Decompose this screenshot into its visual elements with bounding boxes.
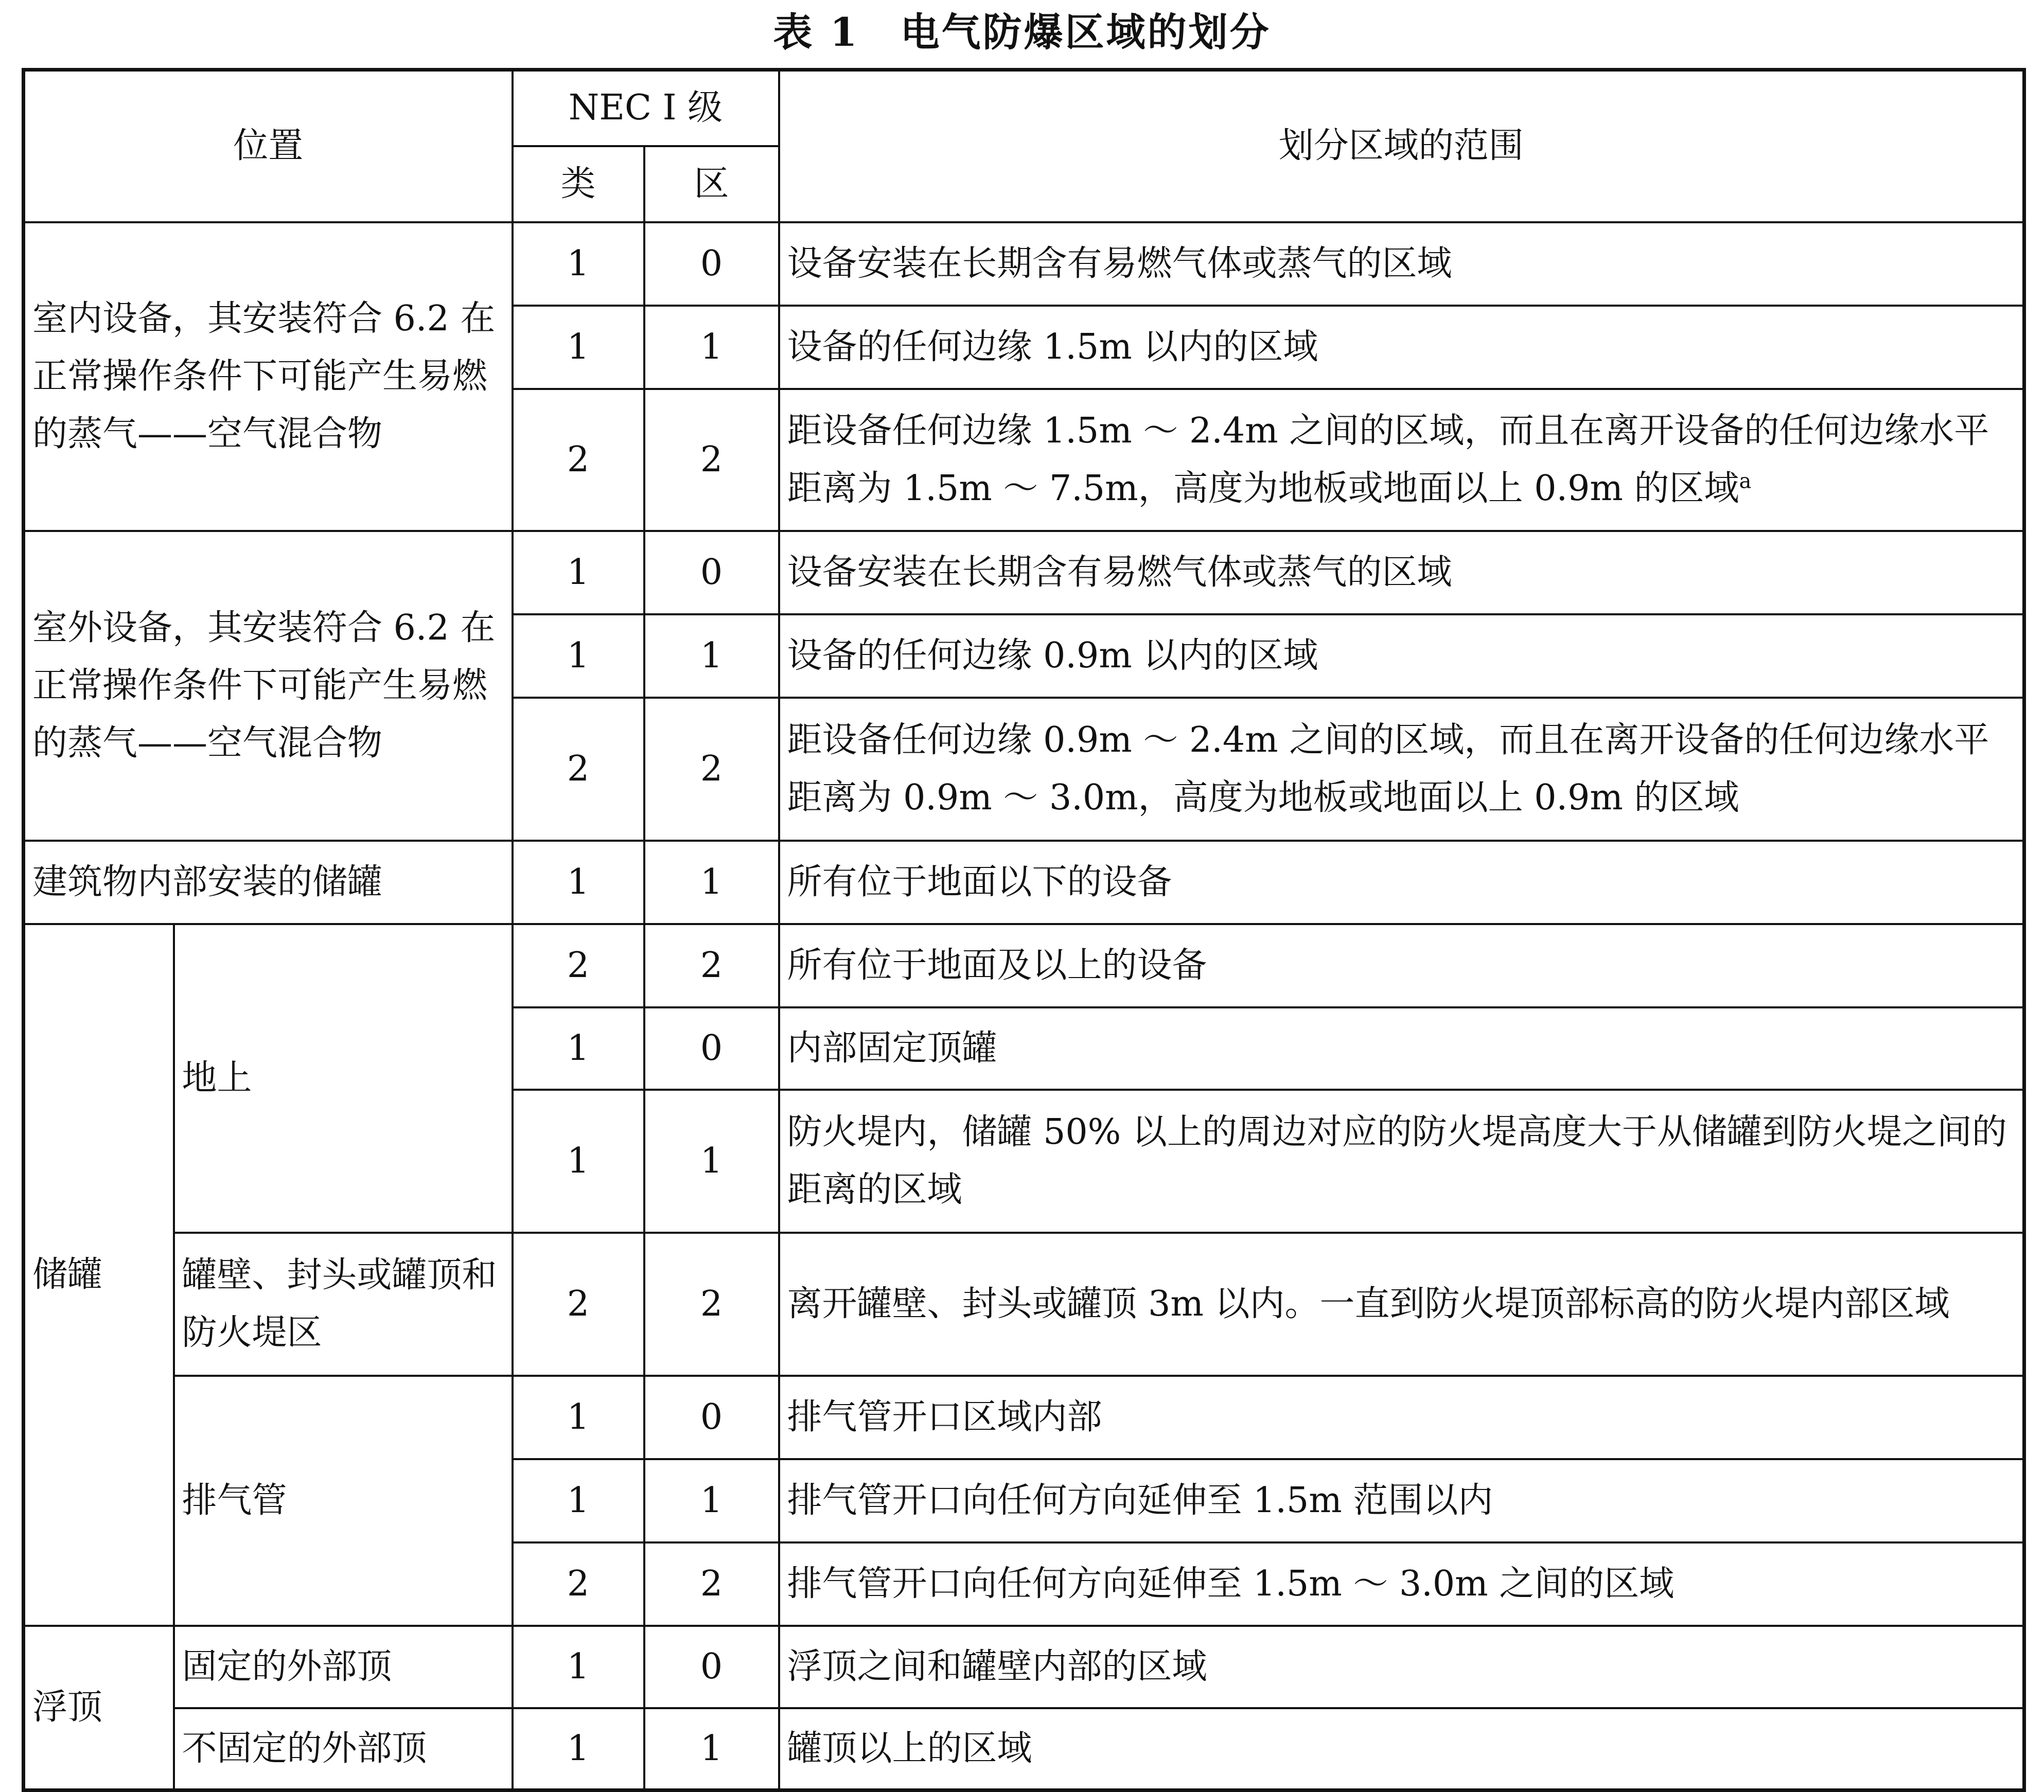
range-cell: 距设备任何边缘 0.9m ～ 2.4m 之间的区域，而且在离开设备的任何边缘水平距离为 0.9m ～ 3.0m，高度为地板或地面以上 0.9m 的区域 bbox=[779, 698, 2024, 841]
range-cell: 排气管开口向任何方向延伸至 1.5m 范围以内 bbox=[779, 1459, 2024, 1542]
sublocation-cell: 固定的外部顶 bbox=[174, 1626, 513, 1708]
class-cell: 1 bbox=[513, 614, 644, 698]
range-cell: 排气管开口向任何方向延伸至 1.5m ～ 3.0m 之间的区域 bbox=[779, 1542, 2024, 1626]
zone-cell: 0 bbox=[644, 1626, 779, 1708]
sublocation-cell: 排气管 bbox=[174, 1376, 513, 1626]
class-cell: 2 bbox=[513, 1542, 644, 1626]
range-cell: 内部固定顶罐 bbox=[779, 1007, 2024, 1090]
zone-cell: 1 bbox=[644, 306, 779, 389]
class-cell: 1 bbox=[513, 1626, 644, 1708]
zone-cell: 2 bbox=[644, 698, 779, 841]
table-row bbox=[24, 1708, 2024, 1790]
header-class: 类 bbox=[513, 146, 644, 222]
table-row bbox=[24, 222, 2024, 306]
range-cell: 防火堤内，储罐 50% 以上的周边对应的防火堤高度大于从储罐到防火堤之间的距离的区域 bbox=[779, 1090, 2024, 1233]
range-cell: 设备的任何边缘 0.9m 以内的区域 bbox=[779, 614, 2024, 698]
location-cell: 建筑物内部安装的储罐 bbox=[24, 841, 513, 924]
zone-cell: 0 bbox=[644, 531, 779, 614]
hazardous-area-table bbox=[22, 68, 2026, 1792]
sublocation-cell: 不固定的外部顶 bbox=[174, 1708, 513, 1790]
table-row bbox=[24, 1233, 2024, 1376]
header-nec: NEC Ⅰ 级 bbox=[513, 70, 779, 146]
table-caption: 表 1 电气防爆区域的划分 bbox=[773, 9, 1271, 55]
header-row bbox=[24, 70, 2024, 146]
class-cell: 2 bbox=[513, 698, 644, 841]
class-cell: 1 bbox=[513, 1376, 644, 1459]
table-row bbox=[24, 841, 2024, 924]
table-row bbox=[24, 1376, 2024, 1459]
header-location: 位置 bbox=[24, 70, 513, 222]
sublocation-cell: 地上 bbox=[174, 924, 513, 1233]
header-range: 划分区域的范围 bbox=[779, 70, 2024, 222]
class-cell: 1 bbox=[513, 1708, 644, 1790]
zone-cell: 0 bbox=[644, 1007, 779, 1090]
location-cell: 室外设备，其安装符合 6.2 在正常操作条件下可能产生易燃的蒸气——空气混合物 bbox=[24, 531, 513, 841]
range-text: 距设备任何边缘 1.5m ～ 2.4m 之间的区域，而且在离开设备的任何边缘水平距离为 1.5m ～ 7.5m，高度为地板或地面以上 0.9m 的区域 bbox=[787, 410, 1989, 509]
zone-cell: 1 bbox=[644, 1708, 779, 1790]
zone-cell: 0 bbox=[644, 222, 779, 306]
class-cell: 2 bbox=[513, 924, 644, 1007]
class-cell: 1 bbox=[513, 222, 644, 306]
zone-cell: 2 bbox=[644, 1233, 779, 1376]
class-cell: 1 bbox=[513, 1459, 644, 1542]
zone-cell: 2 bbox=[644, 1542, 779, 1626]
range-cell: 所有位于地面及以上的设备 bbox=[779, 924, 2024, 1007]
range-cell: 罐顶以上的区域 bbox=[779, 1708, 2024, 1790]
location-cell: 浮顶 bbox=[24, 1626, 174, 1790]
class-cell: 1 bbox=[513, 1090, 644, 1233]
range-cell: 离开罐壁、封头或罐顶 3m 以内。一直到防火堤顶部标高的防火堤内部区域 bbox=[779, 1233, 2024, 1376]
zone-cell: 2 bbox=[644, 924, 779, 1007]
zone-cell: 2 bbox=[644, 389, 779, 531]
range-cell: 设备安装在长期含有易燃气体或蒸气的区域 bbox=[779, 222, 2024, 306]
class-cell: 1 bbox=[513, 531, 644, 614]
class-cell: 1 bbox=[513, 1007, 644, 1090]
footnote-mark: a bbox=[1739, 469, 1752, 493]
class-cell: 2 bbox=[513, 1233, 644, 1376]
range-cell: 设备安装在长期含有易燃气体或蒸气的区域 bbox=[779, 531, 2024, 614]
sublocation-cell: 罐壁、封头或罐顶和防火堤区 bbox=[174, 1233, 513, 1376]
range-cell: 设备的任何边缘 1.5m 以内的区域 bbox=[779, 306, 2024, 389]
range-cell: 所有位于地面以下的设备 bbox=[779, 841, 2024, 924]
table-row bbox=[24, 924, 2024, 1007]
class-cell: 1 bbox=[513, 306, 644, 389]
range-cell: 浮顶之间和罐壁内部的区域 bbox=[779, 1626, 2024, 1708]
zone-cell: 1 bbox=[644, 1459, 779, 1542]
table-row bbox=[24, 1626, 2024, 1708]
location-cell: 室内设备，其安装符合 6.2 在正常操作条件下可能产生易燃的蒸气——空气混合物 bbox=[24, 222, 513, 531]
table-row bbox=[24, 531, 2024, 614]
range-cell: 排气管开口区域内部 bbox=[779, 1376, 2024, 1459]
class-cell: 2 bbox=[513, 389, 644, 531]
range-cell bbox=[779, 389, 2024, 531]
zone-cell: 1 bbox=[644, 614, 779, 698]
location-cell: 储罐 bbox=[24, 924, 174, 1626]
zone-cell: 0 bbox=[644, 1376, 779, 1459]
header-zone: 区 bbox=[644, 146, 779, 222]
zone-cell: 1 bbox=[644, 841, 779, 924]
class-cell: 1 bbox=[513, 841, 644, 924]
zone-cell: 1 bbox=[644, 1090, 779, 1233]
